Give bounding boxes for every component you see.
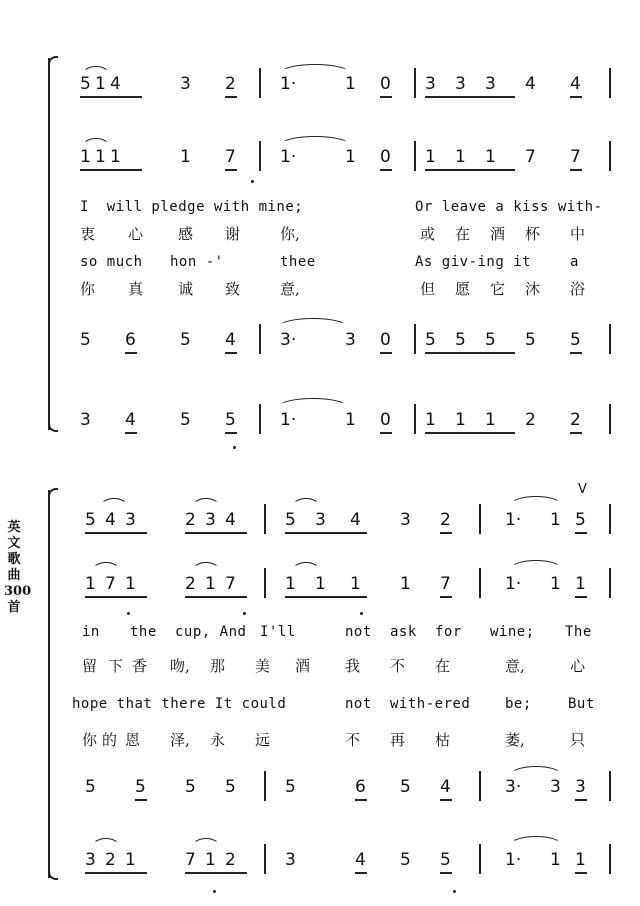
tie-slur [292,498,320,507]
note: 1 [205,574,216,594]
lyric-cn-text: 吻, [170,657,190,675]
lyric-cn-text: 枯 [435,731,451,749]
note: 7 [185,850,196,870]
barline [414,141,416,171]
note: 1· [280,74,297,94]
score-line-cn [70,277,630,307]
beam-underline [80,96,142,98]
note: 1· [505,574,522,594]
barline [609,771,611,801]
note: 4 [225,330,236,350]
lyric-en-text: a [570,254,579,270]
barline [609,504,611,534]
lyric-cn-text: 酒 [295,657,311,675]
lyric-cn-text: 它 [490,280,506,298]
tie-slur [278,318,348,327]
lyric-cn-text: 只 [570,731,586,749]
note: 5 [400,850,411,870]
tie-slur [82,138,110,147]
note: 4 [350,510,361,530]
barline [609,324,611,354]
lyric-cn-text: 不 [390,657,406,675]
barline [259,324,261,354]
lyric-cn-text: 永 [210,731,226,749]
octave-dot [127,612,130,615]
note: 4 [125,410,136,430]
beam-underline [570,432,582,434]
note: 3 [400,510,411,530]
lyric-cn-text: 衷 [80,225,96,243]
note: 5 [440,850,451,870]
note: 1 [125,850,136,870]
lyric-cn-text: 恩 [125,731,141,749]
note: 5 [525,330,536,350]
tie-slur [510,560,562,569]
barline [609,568,611,598]
tie-slur [280,64,350,73]
note: 1 [205,850,216,870]
note: 5 [455,330,466,350]
note: 1 [85,574,96,594]
note: 3 [345,330,356,350]
beam-underline [125,352,137,354]
lyric-cn-text: 的 [102,731,118,749]
note: 4 [105,510,116,530]
lyric-en-text: I will pledge with mine; [80,199,304,215]
note: 4 [225,510,236,530]
beam-underline [575,872,587,874]
lyric-en-text: in [82,624,100,640]
note: 1 [345,74,356,94]
score-line-notes [70,775,630,805]
note: 3 [180,74,191,94]
note: 1· [280,147,297,167]
octave-dot [251,180,254,183]
note: 4 [110,74,121,94]
note: 1 [550,850,561,870]
lyric-cn-text: 真 [128,280,144,298]
lyric-en-text: But [568,696,595,712]
octave-dot [453,890,456,893]
lyric-en-text: so much [80,254,143,270]
beam-underline [380,432,392,434]
note: 0 [380,74,391,94]
beam-underline [380,96,392,98]
beam-underline [225,352,237,354]
beam-underline [440,596,452,598]
lyric-cn-text: 杯 [525,225,541,243]
tie-slur [278,398,348,407]
lyric-en-text: hope that there It could [72,696,287,712]
system-1-brace [48,58,62,430]
lyric-cn-text: 心 [128,225,144,243]
note: 5 [180,330,191,350]
lyric-cn-text: 不 [345,731,361,749]
note: 5 [570,330,581,350]
beam-underline [380,169,392,171]
octave-dot [213,890,216,893]
barline [259,404,261,434]
barline [609,844,611,874]
tie-slur [292,562,320,571]
note: 1 [80,147,91,167]
lyric-cn-text: 感 [178,225,194,243]
lyric-cn-text: 浴 [570,280,586,298]
beam-underline [185,532,247,534]
note: 3 [85,850,96,870]
lyric-cn-text: 但 [420,280,436,298]
lyric-en-text: The [565,624,592,640]
lyric-en-text: I'll [260,624,296,640]
barline [479,504,481,534]
beam-underline [135,799,147,801]
tie-slur [192,498,220,507]
note: 1 [485,410,496,430]
tie-slur [510,766,562,775]
note: 5 [85,777,96,797]
lyric-en-text: Or leave a kiss with- [415,199,603,215]
barline [609,141,611,171]
note: 1 [400,574,411,594]
beam-underline [225,169,237,171]
lyric-cn-text: 香 [132,657,148,675]
note: 7 [570,147,581,167]
octave-dot [233,446,236,449]
lyric-cn-text: 我 [345,657,361,675]
tie-slur [82,66,110,75]
beam-underline [85,872,147,874]
note: 3 [425,74,436,94]
tie-slur [92,562,120,571]
lyric-cn-text: 你, [280,225,300,243]
beam-underline [425,169,515,171]
lyric-en-text: wine; [490,624,535,640]
beam-underline [80,169,142,171]
note: 3 [285,850,296,870]
tie-slur [510,836,562,845]
beam-underline [85,596,147,598]
note: 1 [550,574,561,594]
note: 5 [185,777,196,797]
lyric-cn-text: 中 [570,225,586,243]
note: 3 [550,777,561,797]
note: 3· [505,777,522,797]
note: 4 [570,74,581,94]
note: 0 [380,410,391,430]
beam-underline [380,352,392,354]
beam-underline [440,532,452,534]
lyric-cn-text: 你 [80,280,96,298]
barline [259,141,261,171]
beam-underline [85,532,147,534]
note: 7 [105,574,116,594]
octave-dot [360,612,363,615]
beam-underline [575,532,587,534]
note: 7 [225,147,236,167]
lyric-cn-text: 萎, [505,731,525,749]
note: 1 [345,410,356,430]
lyric-cn-text: 致 [225,280,241,298]
note: 5 [425,330,436,350]
score-line-notes [70,145,630,175]
beam-underline [570,96,582,98]
lyric-en-text: ask [390,624,417,640]
note: 1 [315,574,326,594]
note: 0 [380,147,391,167]
score-line-cn [70,728,630,758]
note: 5 [285,777,296,797]
lyric-en-text: not [345,696,372,712]
lyric-cn-text: 意, [280,280,300,298]
beam-underline [185,596,247,598]
lyric-cn-text: 留 [82,657,98,675]
beam-underline [440,872,452,874]
beam-underline [285,532,367,534]
note: 1 [95,74,106,94]
note: 4 [440,777,451,797]
beam-underline [425,352,515,354]
note: 2 [185,574,196,594]
note: 1· [280,410,297,430]
beam-underline [185,872,247,874]
beam-underline [225,432,237,434]
lyric-cn-text: 在 [455,225,471,243]
breath-mark: V [578,482,587,497]
beam-underline [440,799,452,801]
note: 7 [440,574,451,594]
beam-underline [570,352,582,354]
note: 5 [225,777,236,797]
lyric-cn-text: 那 [210,657,226,675]
beam-underline [575,799,587,801]
note: 1 [110,147,121,167]
note: 1 [485,147,496,167]
note: 1 [575,574,586,594]
note: 2 [185,510,196,530]
tie-slur [192,838,220,847]
note: 3 [575,777,586,797]
system-2-brace [48,490,62,878]
note: 7 [525,147,536,167]
tie-slur [510,496,562,505]
tie-slur [280,136,350,145]
lyric-en-text: the [130,624,157,640]
note: 3 [315,510,326,530]
note: 5 [225,410,236,430]
beam-underline [285,596,367,598]
lyric-en-text: not [345,624,372,640]
barline [264,844,266,874]
note: 5 [575,510,586,530]
note: 2 [570,410,581,430]
lyric-cn-text: 意, [505,657,525,675]
note: 1 [575,850,586,870]
note: 4 [525,74,536,94]
score-line-notes [70,72,630,102]
barline [414,68,416,98]
barline [264,568,266,598]
note: 1 [95,147,106,167]
note: 3 [80,410,91,430]
score-line-notes [70,408,630,438]
note: 2 [105,850,116,870]
lyric-cn-text: 远 [255,731,271,749]
beam-underline [125,432,137,434]
note: 5 [80,74,91,94]
note: 0 [380,330,391,350]
lyric-en-text: hon -' [170,254,224,270]
note: 3 [125,510,136,530]
score-line-en [70,692,630,722]
octave-dot [243,612,246,615]
barline [609,68,611,98]
lyric-cn-text: 沐 [525,280,541,298]
note: 2 [225,74,236,94]
note: 1 [425,410,436,430]
lyric-en-text: be; [505,696,532,712]
score-line-notes [70,328,630,358]
lyric-cn-text: 在 [435,657,451,675]
lyric-en-text: cup, And [175,624,247,640]
note: 1 [455,147,466,167]
note: 1 [350,574,361,594]
note: 3 [205,510,216,530]
note: 1 [345,147,356,167]
lyric-en-text: for [435,624,462,640]
note: 1 [125,574,136,594]
note: 6 [355,777,366,797]
note: 7 [225,574,236,594]
note: 5 [135,777,146,797]
note: 6 [125,330,136,350]
note: 5 [400,777,411,797]
side-label: 英文歌曲300首 [4,520,32,615]
note: 5 [80,330,91,350]
score-line-cn [70,654,630,684]
beam-underline [355,872,367,874]
beam-underline [575,596,587,598]
lyric-cn-text: 谢 [225,225,241,243]
beam-underline [225,96,237,98]
note: 3 [485,74,496,94]
note: 1 [285,574,296,594]
lyric-cn-text: 或 [420,225,436,243]
note: 1· [505,850,522,870]
lyric-cn-text: 再 [390,731,406,749]
lyric-cn-text: 诚 [178,280,194,298]
note: 2 [225,850,236,870]
score-line-en [70,195,630,225]
barline [479,771,481,801]
note: 5 [85,510,96,530]
beam-underline [425,432,515,434]
tie-slur [192,562,220,571]
score-line-en [70,620,630,650]
note: 1 [180,147,191,167]
note: 4 [355,850,366,870]
beam-underline [425,96,515,98]
tie-slur [100,498,128,507]
note: 2 [440,510,451,530]
note: 5 [285,510,296,530]
barline [479,568,481,598]
score-line-en [70,250,630,280]
lyric-en-text: As giv-ing it [415,254,532,270]
note: 1 [550,510,561,530]
lyric-cn-text: 下 [108,657,124,675]
lyric-cn-text: 泽, [170,731,190,749]
lyric-cn-text: 你 [82,731,98,749]
barline [414,324,416,354]
note: 5 [180,410,191,430]
lyric-cn-text: 酒 [490,225,506,243]
note: 2 [525,410,536,430]
lyric-en-text: with-ered [390,696,471,712]
barline [264,504,266,534]
lyric-cn-text: 心 [570,657,586,675]
barline [479,844,481,874]
note: 1· [505,510,522,530]
score-line-cn [70,222,630,252]
note: 3 [455,74,466,94]
barline [264,771,266,801]
note: 1 [455,410,466,430]
barline [414,404,416,434]
note: 5 [485,330,496,350]
lyric-en-text: thee [280,254,316,270]
beam-underline [355,799,367,801]
barline [609,404,611,434]
lyric-cn-text: 美 [255,657,271,675]
tie-slur [92,838,120,847]
note: 3· [280,330,297,350]
beam-underline [570,169,582,171]
note: 1 [425,147,436,167]
score-line-notes [70,848,630,878]
barline [259,68,261,98]
lyric-cn-text: 愿 [455,280,471,298]
